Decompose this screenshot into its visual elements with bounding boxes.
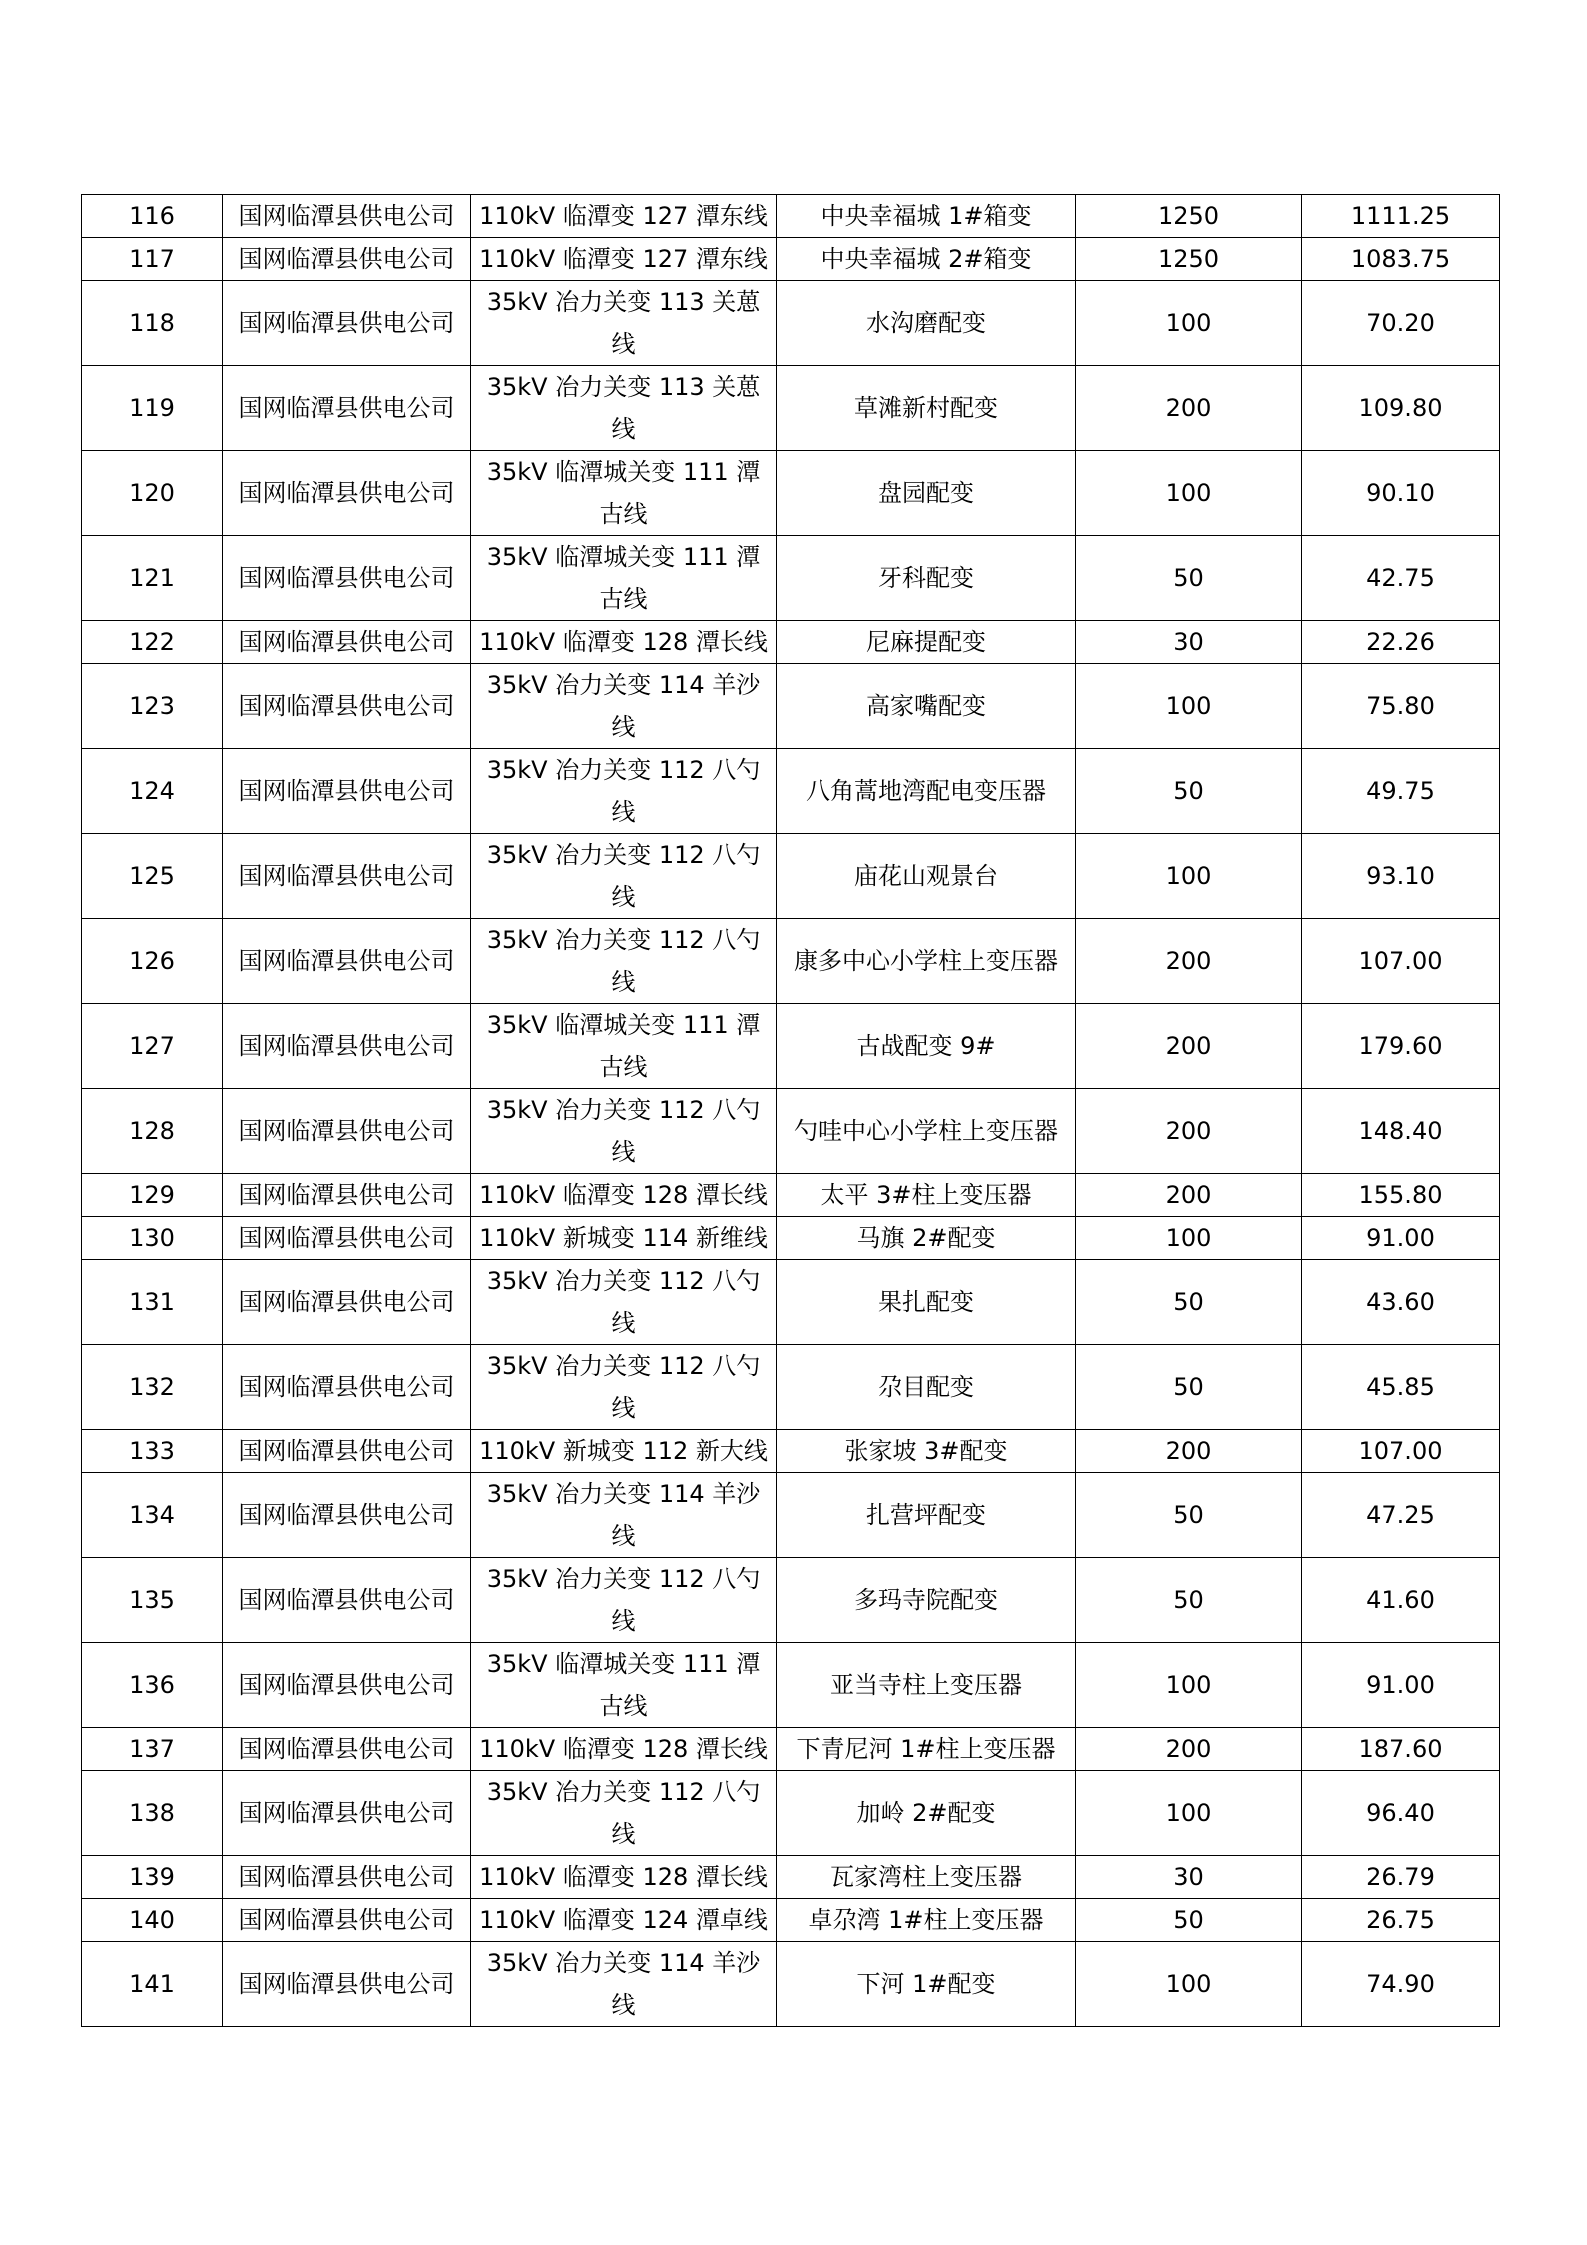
cell-company: 国网临潭县供电公司 <box>223 621 471 664</box>
cell-capacity: 100 <box>1076 1771 1302 1856</box>
cell-no: 132 <box>82 1345 223 1430</box>
cell-value: 96.40 <box>1302 1771 1500 1856</box>
table-row <box>82 1942 1500 2027</box>
table-row <box>82 621 1500 664</box>
cell-line: 35kV 冶力关变 112 八勺线 <box>471 1089 777 1174</box>
cell-line: 35kV 冶力关变 113 关葸线 <box>471 366 777 451</box>
cell-station: 亚当寺柱上变压器 <box>777 1643 1076 1728</box>
cell-capacity: 50 <box>1076 749 1302 834</box>
cell-line: 35kV 临潭城关变 111 潭古线 <box>471 451 777 536</box>
cell-capacity: 200 <box>1076 1430 1302 1473</box>
cell-value: 179.60 <box>1302 1004 1500 1089</box>
cell-line: 35kV 冶力关变 114 羊沙线 <box>471 1473 777 1558</box>
table-row <box>82 195 1500 238</box>
cell-company: 国网临潭县供电公司 <box>223 919 471 1004</box>
cell-company: 国网临潭县供电公司 <box>223 1728 471 1771</box>
cell-capacity: 30 <box>1076 621 1302 664</box>
cell-station: 八角蒿地湾配电变压器 <box>777 749 1076 834</box>
cell-value: 107.00 <box>1302 1430 1500 1473</box>
cell-line: 110kV 临潭变 128 潭长线 <box>471 1728 777 1771</box>
cell-no: 122 <box>82 621 223 664</box>
cell-value: 91.00 <box>1302 1217 1500 1260</box>
cell-no: 128 <box>82 1089 223 1174</box>
cell-line: 35kV 临潭城关变 111 潭古线 <box>471 1004 777 1089</box>
cell-station: 太平 3#柱上变压器 <box>777 1174 1076 1217</box>
table-row <box>82 1473 1500 1558</box>
table-row <box>82 1899 1500 1942</box>
cell-company: 国网临潭县供电公司 <box>223 281 471 366</box>
cell-value: 74.90 <box>1302 1942 1500 2027</box>
cell-company: 国网临潭县供电公司 <box>223 1856 471 1899</box>
cell-line: 35kV 冶力关变 112 八勺线 <box>471 1345 777 1430</box>
cell-line: 35kV 冶力关变 112 八勺线 <box>471 1558 777 1643</box>
cell-line: 35kV 冶力关变 112 八勺线 <box>471 919 777 1004</box>
cell-no: 126 <box>82 919 223 1004</box>
cell-capacity: 50 <box>1076 1345 1302 1430</box>
cell-capacity: 100 <box>1076 664 1302 749</box>
table-row <box>82 451 1500 536</box>
table-row <box>82 238 1500 281</box>
cell-station: 马旗 2#配变 <box>777 1217 1076 1260</box>
cell-value: 1083.75 <box>1302 238 1500 281</box>
cell-company: 国网临潭县供电公司 <box>223 1004 471 1089</box>
cell-value: 26.79 <box>1302 1856 1500 1899</box>
cell-company: 国网临潭县供电公司 <box>223 451 471 536</box>
cell-company: 国网临潭县供电公司 <box>223 834 471 919</box>
cell-line: 35kV 冶力关变 114 羊沙线 <box>471 664 777 749</box>
cell-company: 国网临潭县供电公司 <box>223 1430 471 1473</box>
cell-station: 古战配变 9# <box>777 1004 1076 1089</box>
cell-value: 70.20 <box>1302 281 1500 366</box>
cell-value: 26.75 <box>1302 1899 1500 1942</box>
table-row <box>82 1643 1500 1728</box>
cell-no: 123 <box>82 664 223 749</box>
cell-company: 国网临潭县供电公司 <box>223 1089 471 1174</box>
cell-value: 42.75 <box>1302 536 1500 621</box>
table-row <box>82 919 1500 1004</box>
cell-company: 国网临潭县供电公司 <box>223 1217 471 1260</box>
cell-company: 国网临潭县供电公司 <box>223 749 471 834</box>
cell-no: 129 <box>82 1174 223 1217</box>
cell-station: 果扎配变 <box>777 1260 1076 1345</box>
cell-no: 120 <box>82 451 223 536</box>
cell-station: 盘园配变 <box>777 451 1076 536</box>
cell-company: 国网临潭县供电公司 <box>223 238 471 281</box>
cell-capacity: 200 <box>1076 1728 1302 1771</box>
table-row <box>82 1728 1500 1771</box>
cell-line: 35kV 冶力关变 114 羊沙线 <box>471 1942 777 2027</box>
cell-line: 110kV 临潭变 127 潭东线 <box>471 238 777 281</box>
cell-capacity: 200 <box>1076 1174 1302 1217</box>
cell-no: 117 <box>82 238 223 281</box>
cell-value: 91.00 <box>1302 1643 1500 1728</box>
cell-station: 中央幸福城 1#箱变 <box>777 195 1076 238</box>
cell-no: 124 <box>82 749 223 834</box>
table-row <box>82 536 1500 621</box>
cell-no: 133 <box>82 1430 223 1473</box>
cell-capacity: 100 <box>1076 451 1302 536</box>
cell-value: 93.10 <box>1302 834 1500 919</box>
cell-capacity: 200 <box>1076 366 1302 451</box>
table-row <box>82 1558 1500 1643</box>
cell-company: 国网临潭县供电公司 <box>223 536 471 621</box>
cell-value: 109.80 <box>1302 366 1500 451</box>
cell-company: 国网临潭县供电公司 <box>223 1899 471 1942</box>
table-row <box>82 366 1500 451</box>
cell-station: 下青尼河 1#柱上变压器 <box>777 1728 1076 1771</box>
cell-line: 35kV 临潭城关变 111 潭古线 <box>471 1643 777 1728</box>
cell-value: 22.26 <box>1302 621 1500 664</box>
cell-line: 110kV 新城变 112 新大线 <box>471 1430 777 1473</box>
cell-company: 国网临潭县供电公司 <box>223 1771 471 1856</box>
cell-value: 155.80 <box>1302 1174 1500 1217</box>
cell-line: 35kV 冶力关变 112 八勺线 <box>471 749 777 834</box>
cell-no: 121 <box>82 536 223 621</box>
cell-line: 110kV 新城变 114 新维线 <box>471 1217 777 1260</box>
cell-company: 国网临潭县供电公司 <box>223 1174 471 1217</box>
cell-value: 187.60 <box>1302 1728 1500 1771</box>
table-row <box>82 281 1500 366</box>
cell-no: 140 <box>82 1899 223 1942</box>
cell-line: 110kV 临潭变 128 潭长线 <box>471 1174 777 1217</box>
cell-capacity: 50 <box>1076 536 1302 621</box>
cell-no: 135 <box>82 1558 223 1643</box>
table-row <box>82 1217 1500 1260</box>
cell-capacity: 200 <box>1076 1089 1302 1174</box>
cell-value: 148.40 <box>1302 1089 1500 1174</box>
cell-capacity: 50 <box>1076 1473 1302 1558</box>
cell-company: 国网临潭县供电公司 <box>223 195 471 238</box>
cell-station: 加岭 2#配变 <box>777 1771 1076 1856</box>
table-row <box>82 1771 1500 1856</box>
table-row <box>82 1260 1500 1345</box>
cell-capacity: 1250 <box>1076 238 1302 281</box>
cell-line: 110kV 临潭变 127 潭东线 <box>471 195 777 238</box>
cell-line: 35kV 冶力关变 112 八勺线 <box>471 1260 777 1345</box>
cell-line: 110kV 临潭变 128 潭长线 <box>471 621 777 664</box>
data-table <box>81 194 1500 2027</box>
cell-value: 107.00 <box>1302 919 1500 1004</box>
cell-value: 41.60 <box>1302 1558 1500 1643</box>
table-row <box>82 1174 1500 1217</box>
cell-capacity: 100 <box>1076 1942 1302 2027</box>
table-row <box>82 1345 1500 1430</box>
cell-no: 138 <box>82 1771 223 1856</box>
cell-station: 瓦家湾柱上变压器 <box>777 1856 1076 1899</box>
cell-company: 国网临潭县供电公司 <box>223 1558 471 1643</box>
cell-no: 127 <box>82 1004 223 1089</box>
cell-no: 130 <box>82 1217 223 1260</box>
cell-value: 43.60 <box>1302 1260 1500 1345</box>
table-row <box>82 1430 1500 1473</box>
cell-no: 136 <box>82 1643 223 1728</box>
cell-station: 高家嘴配变 <box>777 664 1076 749</box>
cell-line: 35kV 冶力关变 112 八勺线 <box>471 1771 777 1856</box>
cell-capacity: 200 <box>1076 1004 1302 1089</box>
cell-value: 45.85 <box>1302 1345 1500 1430</box>
cell-station: 多玛寺院配变 <box>777 1558 1076 1643</box>
cell-value: 49.75 <box>1302 749 1500 834</box>
cell-value: 1111.25 <box>1302 195 1500 238</box>
cell-no: 131 <box>82 1260 223 1345</box>
cell-no: 134 <box>82 1473 223 1558</box>
cell-capacity: 100 <box>1076 834 1302 919</box>
cell-company: 国网临潭县供电公司 <box>223 1473 471 1558</box>
cell-company: 国网临潭县供电公司 <box>223 1260 471 1345</box>
cell-no: 119 <box>82 366 223 451</box>
cell-station: 庙花山观景台 <box>777 834 1076 919</box>
table-row <box>82 664 1500 749</box>
cell-station: 勺哇中心小学柱上变压器 <box>777 1089 1076 1174</box>
cell-station: 康多中心小学柱上变压器 <box>777 919 1076 1004</box>
table-row <box>82 834 1500 919</box>
cell-capacity: 1250 <box>1076 195 1302 238</box>
cell-capacity: 200 <box>1076 919 1302 1004</box>
cell-station: 下河 1#配变 <box>777 1942 1076 2027</box>
cell-no: 139 <box>82 1856 223 1899</box>
cell-station: 尕目配变 <box>777 1345 1076 1430</box>
cell-capacity: 100 <box>1076 1643 1302 1728</box>
cell-capacity: 50 <box>1076 1899 1302 1942</box>
cell-station: 水沟磨配变 <box>777 281 1076 366</box>
cell-capacity: 50 <box>1076 1260 1302 1345</box>
table-body <box>82 195 1500 2027</box>
cell-value: 90.10 <box>1302 451 1500 536</box>
cell-capacity: 100 <box>1076 281 1302 366</box>
cell-no: 118 <box>82 281 223 366</box>
cell-company: 国网临潭县供电公司 <box>223 664 471 749</box>
cell-value: 47.25 <box>1302 1473 1500 1558</box>
cell-station: 草滩新村配变 <box>777 366 1076 451</box>
cell-station: 尼麻提配变 <box>777 621 1076 664</box>
cell-no: 137 <box>82 1728 223 1771</box>
cell-line: 35kV 临潭城关变 111 潭古线 <box>471 536 777 621</box>
cell-station: 张家坡 3#配变 <box>777 1430 1076 1473</box>
cell-station: 中央幸福城 2#箱变 <box>777 238 1076 281</box>
table-row <box>82 1004 1500 1089</box>
cell-station: 牙科配变 <box>777 536 1076 621</box>
cell-capacity: 100 <box>1076 1217 1302 1260</box>
cell-value: 75.80 <box>1302 664 1500 749</box>
cell-company: 国网临潭县供电公司 <box>223 1345 471 1430</box>
cell-company: 国网临潭县供电公司 <box>223 366 471 451</box>
cell-no: 116 <box>82 195 223 238</box>
cell-no: 125 <box>82 834 223 919</box>
cell-station: 卓尕湾 1#柱上变压器 <box>777 1899 1076 1942</box>
cell-no: 141 <box>82 1942 223 2027</box>
cell-company: 国网临潭县供电公司 <box>223 1942 471 2027</box>
cell-company: 国网临潭县供电公司 <box>223 1643 471 1728</box>
table-row <box>82 1856 1500 1899</box>
table-row <box>82 1089 1500 1174</box>
cell-line: 35kV 冶力关变 112 八勺线 <box>471 834 777 919</box>
cell-line: 110kV 临潭变 128 潭长线 <box>471 1856 777 1899</box>
cell-line: 35kV 冶力关变 113 关葸线 <box>471 281 777 366</box>
cell-capacity: 30 <box>1076 1856 1302 1899</box>
cell-line: 110kV 临潭变 124 潭卓线 <box>471 1899 777 1942</box>
cell-capacity: 50 <box>1076 1558 1302 1643</box>
table-row <box>82 749 1500 834</box>
cell-station: 扎营坪配变 <box>777 1473 1076 1558</box>
